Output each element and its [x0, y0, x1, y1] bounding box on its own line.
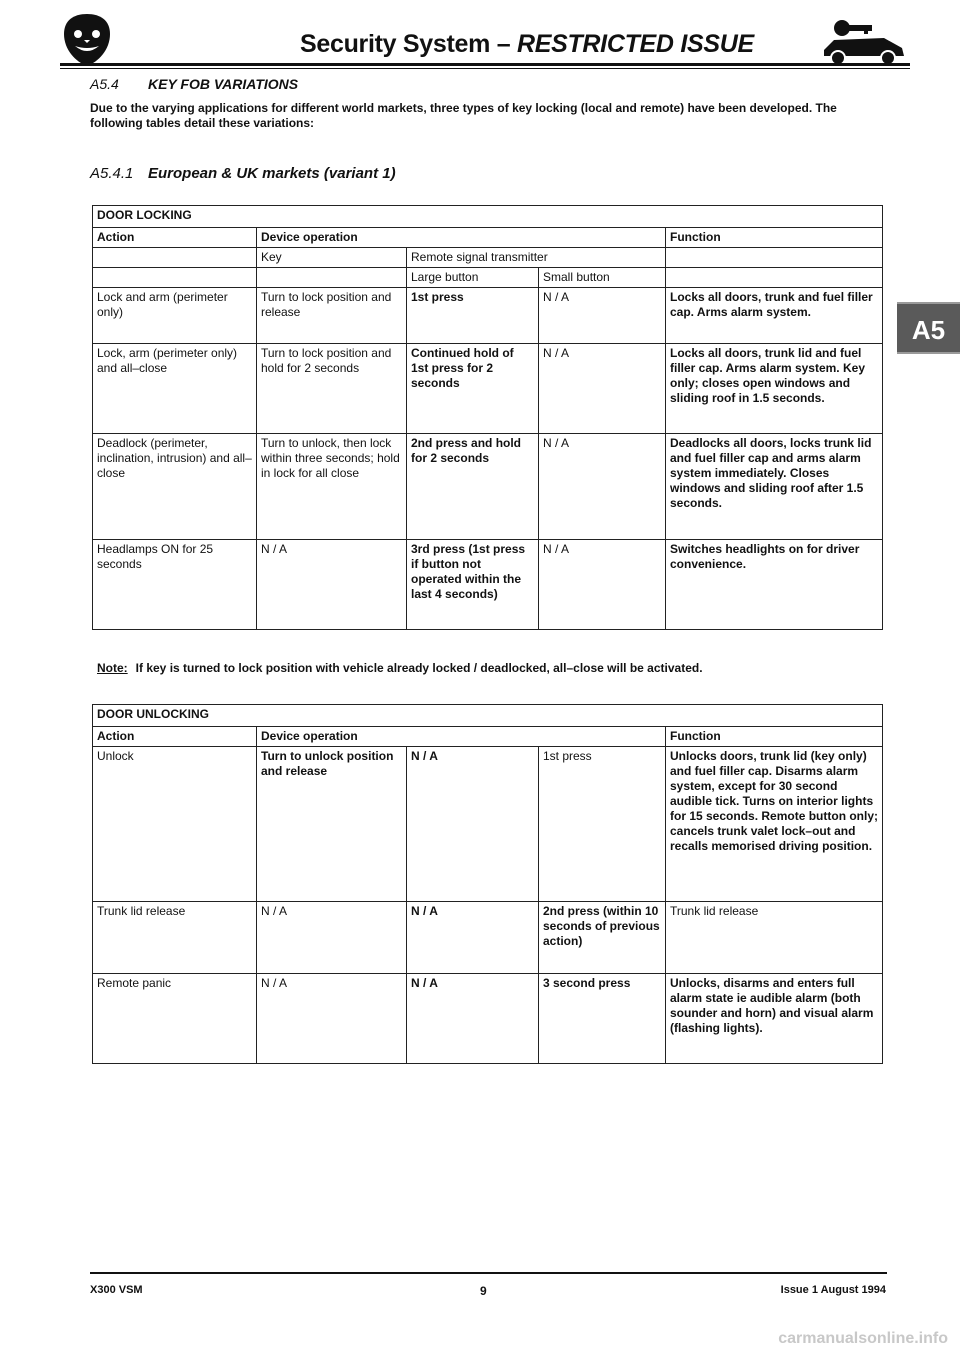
- table-subheader-row: [93, 268, 883, 288]
- cell-large: 2nd press and hold for 2 seconds: [407, 434, 539, 540]
- door-unlocking-table: [92, 704, 883, 1064]
- cell-action: Headlamps ON for 25 seconds: [93, 540, 257, 630]
- cell-large: N / A: [407, 974, 539, 1064]
- header-rule-thin: [60, 68, 910, 69]
- cell-key: Turn to unlock, then lock within three seconds; hold in lock for all close: [257, 434, 407, 540]
- page-title: Security System – RESTRICTED ISSUE: [300, 30, 754, 58]
- cell-small: N / A: [539, 434, 666, 540]
- car-key-icon: [818, 14, 910, 66]
- cell-action: Trunk lid release: [93, 902, 257, 974]
- cell-key: Turn to lock position and release: [257, 288, 407, 344]
- cell-small: N / A: [539, 288, 666, 344]
- door-unlocking-banner: DOOR UNLOCKING: [93, 705, 883, 727]
- cell-function: Unlocks doors, trunk lid (key only) and fuel filler cap. Disarms alarm system, except for 30 second audible tick. Turns on interior lights for 15 seconds. Remote button only; cancels trunk valet lock–out and recalls memorised driving position.: [666, 747, 883, 902]
- cell-large: N / A: [407, 902, 539, 974]
- page-header: [60, 10, 910, 68]
- footer-rule: [90, 1272, 887, 1274]
- cell-action: Lock and arm (perimeter only): [93, 288, 257, 344]
- cell-action: Deadlock (perimeter, inclination, intrusion) and all–close: [93, 434, 257, 540]
- table-banner: [93, 206, 883, 228]
- table-header-row: [93, 727, 883, 747]
- col-function: Function: [666, 228, 883, 248]
- table-banner: [93, 705, 883, 727]
- footer-document-id: X300 VSM: [90, 1284, 143, 1296]
- col-function: Function: [666, 727, 883, 747]
- table-row: [93, 344, 883, 434]
- cell-small: N / A: [539, 540, 666, 630]
- cell-large: N / A: [407, 747, 539, 902]
- door-locking-table: [92, 205, 883, 630]
- cell-small: N / A: [539, 344, 666, 434]
- cell-action: Lock, arm (perimeter only) and all–close: [93, 344, 257, 434]
- subcol-large-button: Large button: [407, 268, 539, 288]
- table-header-row: [93, 228, 883, 248]
- note: [97, 661, 703, 675]
- cell-function: Locks all doors, trunk lid and fuel filler cap. Arms alarm system. Key only; closes open windows and sliding roof in 1.5 seconds.: [666, 344, 883, 434]
- cell-action: Unlock: [93, 747, 257, 902]
- cell-function: Unlocks, disarms and enters full alarm state ie audible alarm (both sounder and horn) and visual alarm (flashing lights).: [666, 974, 883, 1064]
- cell-function: Locks all doors, trunk and fuel filler cap. Arms alarm system.: [666, 288, 883, 344]
- table-subheader-row: [93, 248, 883, 268]
- cell-key: Turn to unlock position and release: [257, 747, 407, 902]
- header-rule: [60, 63, 910, 66]
- cell-key: N / A: [257, 902, 407, 974]
- col-action: Action: [93, 228, 257, 248]
- table-row: [93, 902, 883, 974]
- table-row: [93, 974, 883, 1064]
- cell-key: N / A: [257, 974, 407, 1064]
- cell-key: N / A: [257, 540, 407, 630]
- col-action: Action: [93, 727, 257, 747]
- section-tab: A5: [897, 302, 960, 354]
- table-row: [93, 434, 883, 540]
- subcol-remote: Remote signal transmitter: [407, 248, 666, 268]
- watermark: carmanualsonline.info: [778, 1330, 948, 1347]
- table-row: [93, 747, 883, 902]
- door-locking-banner: DOOR LOCKING: [93, 206, 883, 228]
- cell-function: Switches headlights on for driver convenience.: [666, 540, 883, 630]
- subcol-small-button: Small button: [539, 268, 666, 288]
- note-text: If key is turned to lock position with vehicle already locked / deadlocked, all–close will be activated.: [135, 661, 703, 675]
- table-row: [93, 540, 883, 630]
- subcol-key: Key: [257, 248, 407, 268]
- cell-small: 2nd press (within 10 seconds of previous action): [539, 902, 666, 974]
- cell-function: Deadlocks all doors, locks trunk lid and fuel filler cap and arms alarm system immediately. Closes windows and sliding roof after 1.5 seconds.: [666, 434, 883, 540]
- cell-function: Trunk lid release: [666, 902, 883, 974]
- section-heading: A5.4 KEY FOB VARIATIONS: [90, 76, 299, 92]
- cell-key: Turn to lock position and hold for 2 seconds: [257, 344, 407, 434]
- intro-paragraph: Due to the varying applications for different world markets, three types of key locking (local and remote) have been developed. The following tables detail these variations:: [90, 101, 837, 130]
- cell-small: 1st press: [539, 747, 666, 902]
- page-number: 9: [480, 1284, 487, 1298]
- cell-large: 1st press: [407, 288, 539, 344]
- subsection-heading: A5.4.1 European & UK markets (variant 1): [90, 165, 396, 182]
- col-device-operation: Device operation: [257, 228, 666, 248]
- col-device-operation: Device operation: [257, 727, 666, 747]
- note-label: Note:: [97, 661, 128, 675]
- cell-action: Remote panic: [93, 974, 257, 1064]
- footer-issue-date: Issue 1 August 1994: [780, 1284, 886, 1296]
- cell-large: Continued hold of 1st press for 2 seconds: [407, 344, 539, 434]
- jaguar-logo-icon: [60, 12, 114, 68]
- cell-small: 3 second press: [539, 974, 666, 1064]
- cell-large: 3rd press (1st press if button not operated within the last 4 seconds): [407, 540, 539, 630]
- table-row: [93, 288, 883, 344]
